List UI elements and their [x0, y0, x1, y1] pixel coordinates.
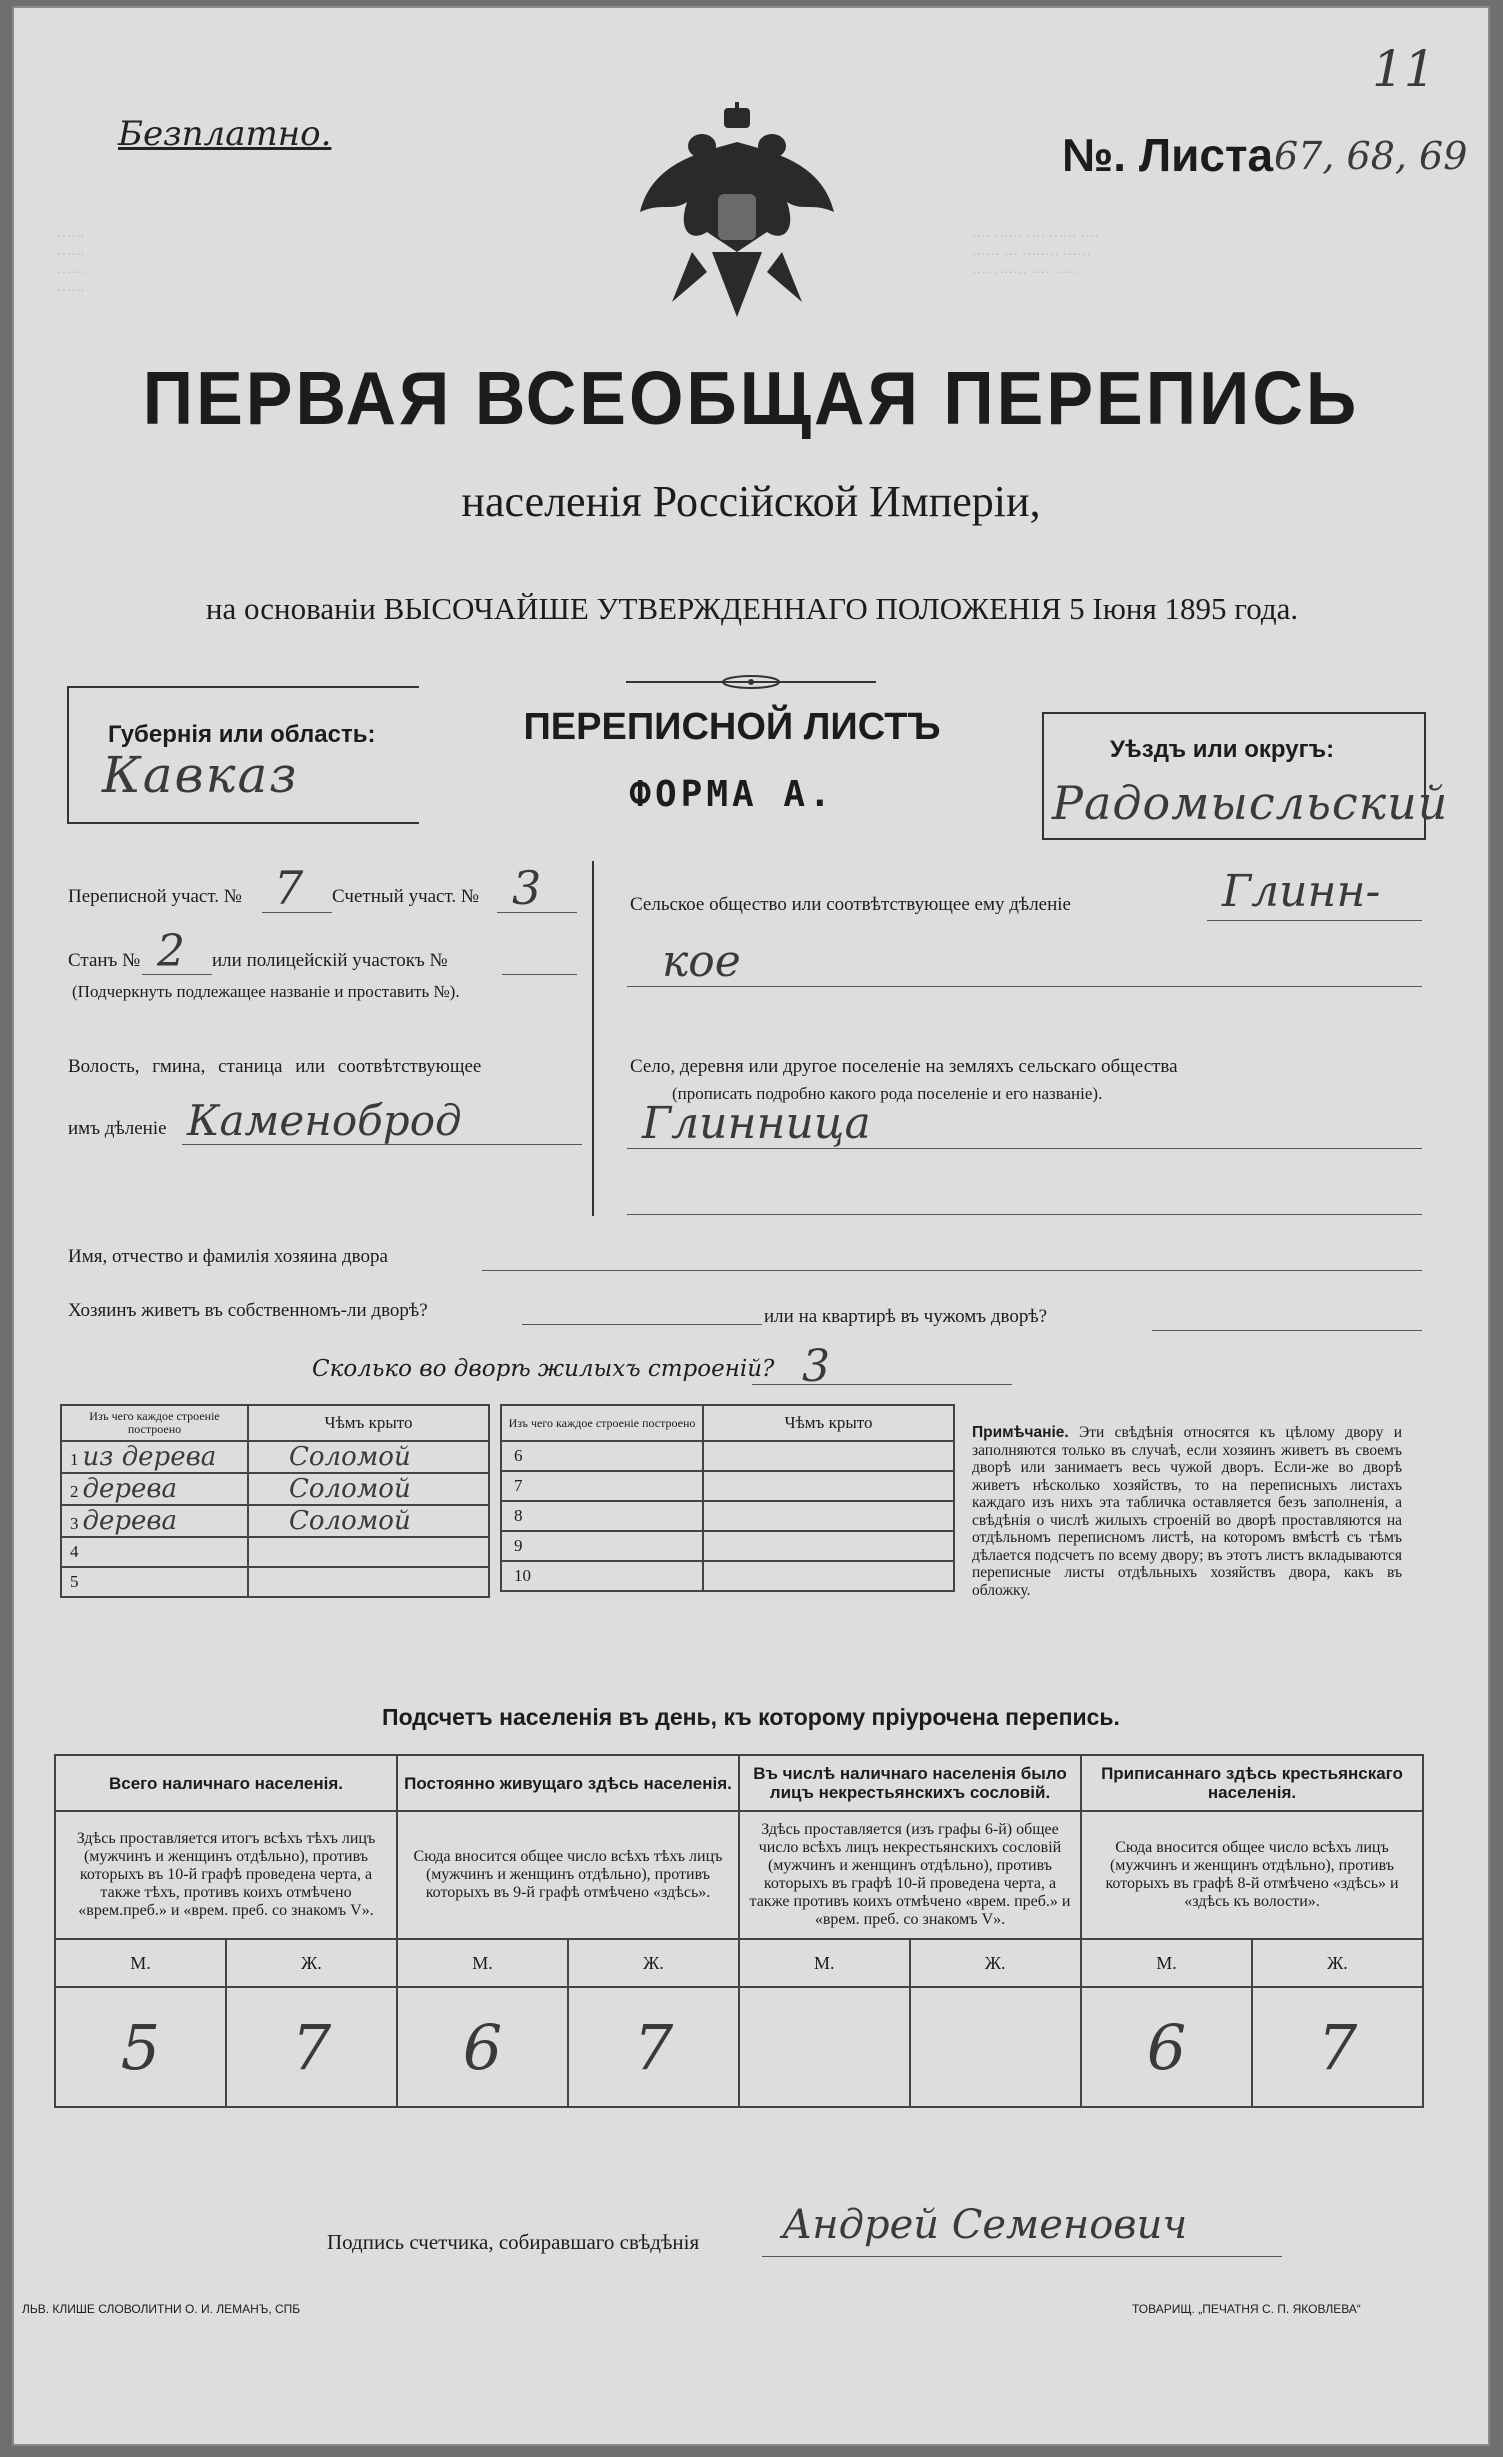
- stan-label: Станъ №: [68, 950, 141, 971]
- total-male-value[interactable]: 5: [55, 1987, 226, 2107]
- ornament-divider: [626, 674, 876, 690]
- signature-value[interactable]: Андрей Семенович: [782, 2202, 1188, 2248]
- bleed-through-text: ······ ······ ······ ······: [57, 227, 85, 297]
- female-label: Ж.: [226, 1939, 397, 1987]
- counting-district-value[interactable]: 3: [512, 861, 542, 915]
- village-value[interactable]: Глинница: [642, 1098, 871, 1149]
- male-label: М.: [55, 1939, 226, 1987]
- sheet-numbers: 67, 68, 69: [1274, 134, 1468, 178]
- note-block: [972, 1424, 1402, 1599]
- owner-label: Имя, отчество и фамилія хозяина двора: [68, 1246, 388, 1267]
- note-title: Примѣчаніе.: [972, 1424, 1069, 1441]
- volost-label: Волость, гмина, станица или соотвѣтствующее: [68, 1056, 482, 1077]
- society-value[interactable]: Глинн-: [1222, 866, 1381, 917]
- count-col-2-desc: Сюда вносится общее число всѣхъ тѣхъ лицъ (мужчинъ и женщинъ отдѣльно), противъ которыхъ въ 9-й графѣ отмѣчено «здѣсь».: [397, 1811, 739, 1939]
- police-district-label: или полицейскій участокъ №: [212, 950, 448, 971]
- table-row: 3 дерева Соломой: [61, 1505, 489, 1537]
- table-row: 5: [61, 1567, 489, 1597]
- sheet-number-label: №. Листа: [1062, 129, 1274, 181]
- column-divider: [592, 861, 594, 1216]
- table-row: 1 из дерева Соломой: [61, 1441, 489, 1473]
- non-peasant-female-value[interactable]: [910, 1987, 1081, 2107]
- count-col-3-head: Въ числѣ наличнаго населенія было лицъ некрестьянскихъ сословій.: [739, 1755, 1081, 1811]
- count-col-1-desc: Здѣсь проставляется итогъ всѣхъ тѣхъ лицъ (мужчинъ и женщинъ отдѣльно), противъ которыхъ въ 10-й графѣ проведена черта, а также тѣхъ, противъ коихъ отмѣчено «врем.преб.» и «врем. преб. со знакомъ V».: [55, 1811, 397, 1939]
- form-subtitle: ФОРМА А.: [629, 774, 835, 815]
- female-label: Ж.: [568, 1939, 739, 1987]
- col-material-header: Изъ чего каждое строеніе построено: [61, 1405, 248, 1441]
- total-female-value[interactable]: 7: [226, 1987, 397, 2107]
- col-material-header: Изъ чего каждое строеніе построено: [501, 1405, 703, 1441]
- registered-female-value[interactable]: 7: [1252, 1987, 1423, 2107]
- table-row: 7: [501, 1471, 954, 1501]
- society-label: Сельское общество или соотвѣтствующее ему дѣленіе: [630, 894, 1071, 915]
- male-label: М.: [397, 1939, 568, 1987]
- table-row: 4: [61, 1537, 489, 1567]
- count-col-2-head: Постоянно живущаго здѣсь населенія.: [397, 1755, 739, 1811]
- note-text: Эти свѣдѣнія относятся къ цѣлому двору и заполняются только въ случаѣ, если хозяинъ живетъ въ своемъ дворѣ или занимаетъ весь чужой дворъ. Если-же во дворѣ живетъ нѣсколько хозяйствъ, то на переписныхъ листахъ каждаго изъ нихъ эта табличка оставляется безъ заполненія, а свѣдѣнія о числѣ жилыхъ строеній во дворѣ проставляются на отдѣльномъ переписномъ листѣ, на которомъ вмѣстѣ съ тѣмъ дѣлается подсчетъ по всему двору; въ этотъ листъ вкладываются переписные листы отдѣльныхъ хозяйствъ двора, какъ въ обложку.: [972, 1424, 1403, 1599]
- printer-imprint-right: ТОВАРИЩ. „ПЕЧАТНЯ С. П. ЯКОВЛЕВА“: [1132, 2302, 1361, 2316]
- male-label: М.: [1081, 1939, 1252, 1987]
- gubernia-value[interactable]: Кавказ: [102, 746, 299, 804]
- count-col-1-head: Всего наличнаго населенія.: [55, 1755, 397, 1811]
- table-row: 8: [501, 1501, 954, 1531]
- census-district-label: Переписной участ. №: [68, 886, 242, 907]
- society-value-2[interactable]: кое: [662, 936, 741, 987]
- buildings-table-right: [500, 1404, 955, 1592]
- form-title: ПЕРЕПИСНОЙ ЛИСТЪ: [523, 706, 941, 748]
- signature-label: Подпись счетчика, собиравшаго свѣдѣнія: [327, 2230, 700, 2254]
- population-count-table: [54, 1754, 1424, 2108]
- village-note: (прописать подробно какого рода поселеніе и его названіе).: [672, 1084, 1103, 1103]
- table-row: 2 дерева Соломой: [61, 1473, 489, 1505]
- legal-basis: на основаніи ВЫСОЧАЙШЕ УТВЕРЖДЕННАГО ПОЛОЖЕНІЯ 5 Іюня 1895 года.: [205, 591, 1299, 626]
- non-peasant-male-value[interactable]: [739, 1987, 910, 2107]
- table-row: 9: [501, 1531, 954, 1561]
- bleed-through-text: ···· ······ ···· ······ ···· ······ ··· ········ ······ ···· ······· ···· ·····: [972, 227, 1100, 279]
- registered-male-value[interactable]: 6: [1081, 1987, 1252, 2107]
- gubernia-label: Губернія или область:: [108, 721, 376, 748]
- own-yard-label: Хозяинъ живетъ въ собственномъ-ли дворѣ?: [68, 1300, 428, 1321]
- imperial-eagle-emblem: [632, 102, 842, 332]
- female-label: Ж.: [1252, 1939, 1423, 1987]
- page-number: 11: [1372, 40, 1436, 98]
- count-col-3-desc: Здѣсь проставляется (изъ графы 6-й) общее число всѣхъ лицъ некрестьянскихъ сословій (мужчинъ и женщинъ отдѣльно), противъ которыхъ въ графѣ 10-й проведена черта, а также противъ коихъ отмѣчено «врем. преб.» и «врем. преб. со знакомъ V».: [739, 1811, 1081, 1939]
- stan-value[interactable]: 2: [157, 926, 185, 977]
- volost-label-2: имъ дѣленіе: [68, 1118, 167, 1139]
- page-title: ПЕРВАЯ ВСЕОБЩАЯ ПЕРЕПИСЬ: [142, 355, 1360, 441]
- underline-note: (Подчеркнуть подлежащее названіе и проставить №).: [72, 982, 460, 1001]
- buildings-label: Сколько во дворѣ жилыхъ строеній?: [312, 1356, 775, 1382]
- col-roof-header: Чѣмъ крыто: [248, 1405, 489, 1441]
- permanent-male-value[interactable]: 6: [397, 1987, 568, 2107]
- table-row: 10: [501, 1561, 954, 1591]
- apartment-label: или на квартирѣ въ чужомъ дворѣ?: [764, 1306, 1048, 1327]
- count-col-4-desc: Сюда вносится общее число всѣхъ лицъ (мужчинъ и женщинъ отдѣльно), противъ которыхъ въ графѣ 8-й отмѣчено «здѣсь» и «здѣсь къ волости».: [1081, 1811, 1423, 1939]
- counting-district-label: Счетный участ. №: [332, 886, 479, 907]
- printer-imprint-left: ЛЬВ. КЛИШЕ СЛОВОЛИТНИ О. И. ЛЕМАНЪ, СПБ: [22, 2302, 301, 2316]
- buildings-table-left: [60, 1404, 490, 1598]
- uezd-label: Уѣздъ или округъ:: [1110, 736, 1335, 763]
- table-row: 6: [501, 1441, 954, 1471]
- count-col-4-head: Приписаннаго здѣсь крестьянскаго населенія.: [1081, 1755, 1423, 1811]
- census-sheet: [12, 6, 1490, 2446]
- uezd-value[interactable]: Радомысльский: [1052, 776, 1449, 830]
- male-label: М.: [739, 1939, 910, 1987]
- census-district-value[interactable]: 7: [274, 861, 304, 915]
- volost-value[interactable]: Каменоброд: [187, 1096, 462, 1145]
- village-label: Село, деревня или другое поселеніе на земляхъ сельскаго общества: [630, 1056, 1178, 1077]
- free-label: Безплатно.: [118, 114, 332, 154]
- col-roof-header: Чѣмъ крыто: [703, 1405, 954, 1441]
- count-title: Подсчетъ населенія въ день, къ которому пріурочена перепись.: [382, 1704, 1120, 1730]
- permanent-female-value[interactable]: 7: [568, 1987, 739, 2107]
- female-label: Ж.: [910, 1939, 1081, 1987]
- buildings-value[interactable]: 3: [802, 1341, 830, 1392]
- subtitle: населенія Россійской Имперіи,: [461, 477, 1041, 526]
